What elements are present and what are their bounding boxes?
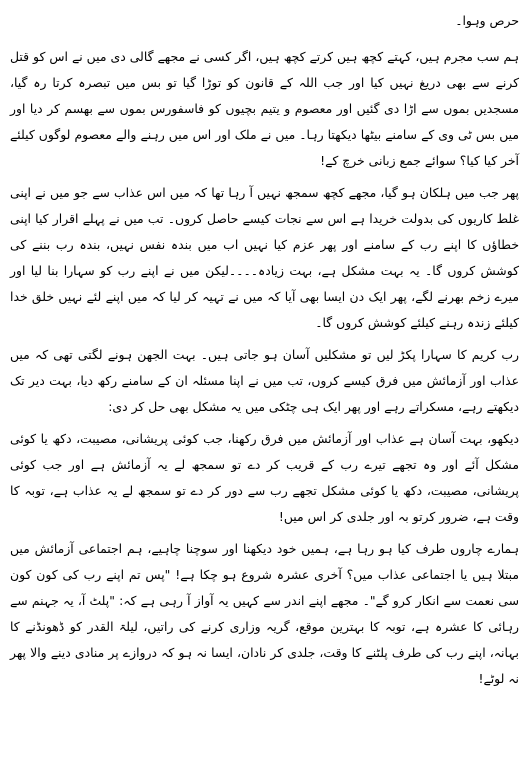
article-title: حرص وہوا۔: [455, 13, 519, 28]
paragraph-last-ten-days: ہمارے چاروں طرف کیا ہو رہا ہے، ہمیں خود دیکھنا اور سوچنا چاہیے، ہم اجتماعی آزمائش میں مبتلا ہیں یا اجتماعی عذاب میں؟ آخری عشرہ شروع ہو چکا ہے! "پس تم اپنے رب کی کون کون سی نعمت سے انکار کرو گے"۔ مجھے اپنے اندر سے کہیں یہ آواز آ رہی ہے کہ: "پلٹ آ، یہ جہنم سے رہائی کا عشرہ ہے، توبہ کا بہترین موقع، گریہ وزاری کرنے کی راتیں، لیلۃ القدر کو ڈھونڈنے کا بہانہ، اپنے رب کی طرف پلٹنے کا وقت، جلدی کر نادان، ایسا نہ ہو کہ دروازے پر منادی دینے والا پھر نہ لوٹے!: [10, 541, 519, 686]
paragraph-trial-answer: دیکھو، بہت آسان ہے عذاب اور آزمائش میں فرق رکھنا، جب کوئی پریشانی، مصیبت، دکھ یا کوئی مشکل آئے اور وہ تجھے تیرے رب کے قریب کر دے تو سمجھ لے یہ آزمائش ہے اور جب کوئی پریشانی، مصیبت، دکھ یا کوئی مشکل تجھے رب سے دور کر دے تو سمجھ لے یہ عذاب ہے، توبہ کا وقت ہے، ضرور کرتو بہ اور جلدی کر اس میں!: [10, 431, 519, 524]
paragraph-confession: ہم سب مجرم ہیں، کہتے کچھ ہیں کرتے کچھ ہیں، اگر کسی نے مجھے گالی دی میں نے اس کو قتل کرنے سے بھی دریغ نہیں کیا اور جب اللہ کے قانون کو توڑا گیا تو بس میں تبصرہ کرتا رہ گیا، مسجدیں بموں سے اڑا دی گئیں اور معصوم و یتیم بچیوں کو فاسفورس بموں سے بھسم کر دیا اور میں بس ٹی وی کے سامنے بیٹھا دیکھتا رہا۔ میں نے ملک اور اس میں رہنے والے معصوم لوگوں کیلئے آخر کیا کیا؟ سوائے جمع زبانی خرچ کے!: [10, 49, 519, 168]
paragraph-trial-question: رب کریم کا سہارا پکڑ لیں تو مشکلیں آسان ہو جاتی ہیں۔ بہت الجھن ہونے لگتی تھی کہ میں عذاب اور آزمائش میں فرق کیسے کروں، تب میں نے اپنا مسئلہ ان کے سامنے رکھ دیا، بہت دیر تک دیکھتے رہے، مسکراتے رہے اور پھر ایک ہی چٹکی میں یہ مشکل بھی حل کر دی:: [10, 347, 519, 414]
paragraph-repentance: پھر جب میں ہلکان ہو گیا، مجھے کچھ سمجھ نہیں آ رہا تھا کہ میں اس عذاب سے جو میں نے اپنی غلط کاریوں کی بدولت خریدا ہے اس سے نجات کیسے حاصل کروں۔ تب میں نے پہلے اقرار کیا اپنی خطاؤں کا اپنے رب کے سامنے اور پھر عزم کیا نہیں اب میں بندہ نفس نہیں، بندہ رب بننے کی کوشش کروں گا۔ یہ بہت مشکل ہے، بہت زیادہ۔۔۔۔لیکن میں نے اپنے رب کو سہارا بنا لیا اور میرے زخم بھرنے لگے، پھر ایک دن ایسا بھی آیا کہ میں نے تہیہ کر لیا کہ میں اپنے لئے نہیں خلق خدا کیلئے زندہ رہنے کیلئے کوشش کروں گا۔: [10, 185, 519, 330]
